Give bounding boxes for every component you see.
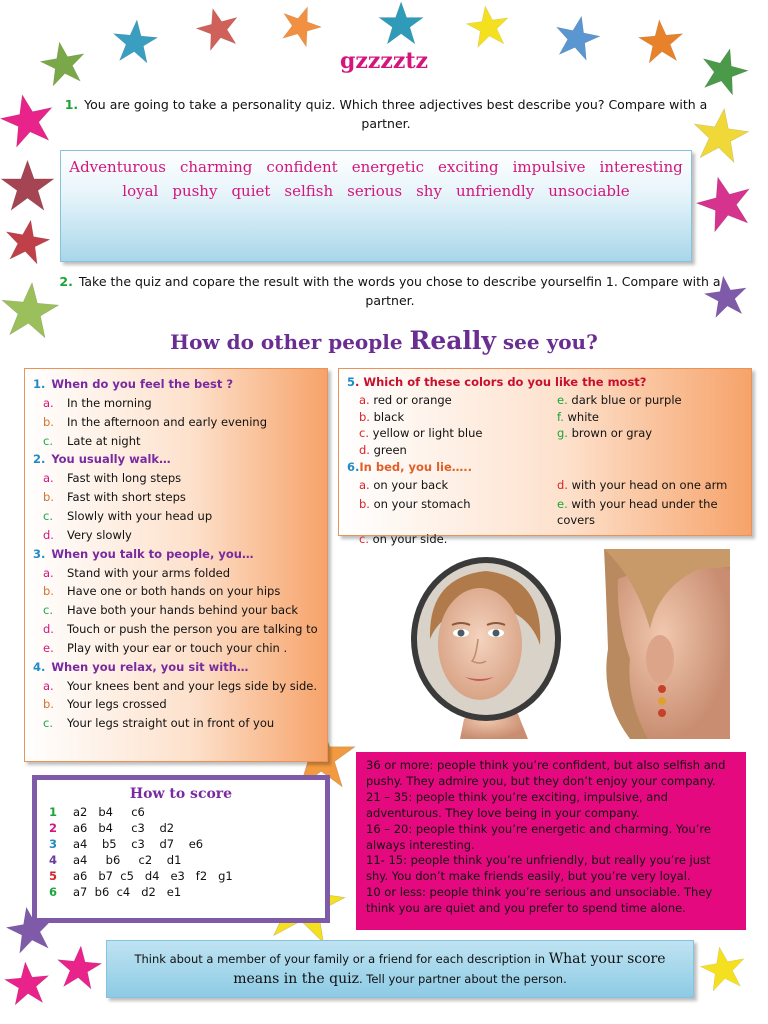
score-values: a6 b7 c5 d4 e3 f2 g1 [73,869,233,883]
adjectives-box [60,150,692,262]
answer-option [33,677,321,696]
answer-option [33,582,321,601]
star-icon [378,0,424,46]
option-letter: g. [557,426,568,440]
adjective: energetic [351,158,424,176]
adjective: loyal [122,182,159,200]
option-text: Fast with long steps [67,471,182,486]
option-letter: b. [359,409,370,424]
score-values: a7 b6 c4 d2 e1 [73,885,182,899]
star-icon [0,214,54,268]
option-letter: a. [43,471,54,486]
option-text: Your legs straight out in front of you [67,716,275,731]
score-values: a4 b6 c2 d1 [73,853,182,867]
instruction-2 [50,272,730,310]
answer-option [33,507,321,526]
adjective: interesting [599,158,683,176]
final-task-emphasis-1: What your score [548,951,666,967]
headline-emphasis: Really [409,326,496,355]
answer-option [33,488,321,507]
option-letter: b. [43,490,54,505]
score-results-box [356,752,746,930]
option-text: Slowly with your head up [67,508,213,523]
option-letter: d. [359,442,370,457]
adjective: unsociable [548,182,630,200]
answer-option [33,714,321,733]
answer-option [557,409,757,426]
question-1 [33,375,321,394]
option-text: dark blue or purple [571,393,682,407]
quiz-headline [0,326,768,355]
option-text: green [373,442,407,457]
option-letter: a. [359,393,370,407]
star-icon [463,1,513,51]
answer-option [33,601,321,620]
question-text: In bed, you lie….. [359,460,472,474]
question-5 [347,373,745,392]
option-letter: b. [43,697,54,712]
answer-option [33,564,321,583]
option-letter: d. [557,478,568,492]
option-letter: b. [43,584,54,599]
option-letter: f. [557,409,564,424]
adjective: Adventurous [69,158,166,176]
option-text: Very slowly [67,527,132,542]
option-letter: d. [43,527,54,542]
option-letter: e. [43,640,54,655]
final-task-box [106,940,694,998]
option-text: Fast with short steps [67,490,186,505]
option-text: yellow or light blue [372,426,483,440]
option-letter: b. [359,496,370,511]
option-letter: a. [359,478,370,492]
answer-option [359,496,557,529]
option-text: In the afternoon and early evening [67,414,267,429]
question-text: When you talk to people, you… [51,546,254,561]
score-question-number: 3 [49,837,58,851]
score-row [47,852,315,868]
instruction-number: 2. [59,274,73,289]
instruction-text: You are going to take a personality quiz. Which three adjectives best describe you? Compare with a partner. [84,97,708,131]
answer-option [33,413,321,432]
option-text: white [567,409,600,424]
star-icon [696,941,750,995]
adjective: pushy [172,182,218,200]
instruction-number: 1. [64,97,79,112]
score-row [47,836,315,852]
option-letter: e. [557,393,568,407]
question-6 [347,458,745,477]
score-row [47,868,315,884]
answer-option [33,469,321,488]
how-to-score-title: How to score [129,786,233,802]
option-letter: a. [43,678,54,693]
woman-mirror-photo [368,549,730,739]
answer-option [557,477,757,494]
option-text: Touch or push the person you are talking to [67,621,318,636]
adjective: exciting [437,158,499,176]
option-letter: c. [43,716,53,731]
star-icon [0,87,60,152]
option-text: with your head on one arm [571,478,728,492]
final-task-text-1: Think about a member of your family or a friend for each description in [134,952,549,966]
answer-option [359,392,557,409]
question-number: 1. [33,377,46,391]
option-text: In the morning [67,396,152,410]
star-icon [690,168,760,238]
answer-option [359,477,557,494]
score-rows [47,804,315,900]
option-text: on your stomach [373,496,471,511]
option-letter: c. [359,426,369,440]
score-result: 10 or less: people think you’re serious and unsociable. They think you are quiet and you prefer to spend time alone. [366,885,713,916]
adjective: impulsive [512,158,586,176]
headline-part-2: see you? [495,330,598,354]
star-icon [2,958,52,1008]
answer-option [359,425,557,442]
question-2 [33,450,321,469]
score-result: 16 – 20: people think you’re energetic and charming. You’re always interesting. [366,821,711,852]
option-text: Your legs crossed [67,697,167,712]
answer-option [33,526,321,545]
adjectives-line-1 [71,155,681,179]
question-number: 4. [33,659,46,674]
instruction-1 [58,95,714,133]
adjective: confident [266,158,338,176]
question-6-options [347,477,745,547]
option-letter: b. [43,414,54,429]
option-text: on your back [373,478,449,492]
star-icon [191,1,245,55]
score-result: 11- 15: people think you’re unfriendly, but really you’re just shy. You don’t make friends easily, but you’re very loyal. [366,853,711,884]
option-text: with your head under the covers [557,496,718,527]
option-text: black [373,409,405,424]
answer-option [557,425,757,442]
answer-option [359,442,557,459]
score-question-number: 1 [49,805,58,819]
question-3 [33,545,321,564]
question-number: 5 [347,375,356,389]
star-icon [274,0,328,52]
question-text: When you relax, you sit with… [51,659,249,674]
adjective: quiet [231,182,271,200]
answer-option [33,432,321,451]
answer-option [33,620,321,639]
question-5-options [347,392,745,458]
option-text: Late at night [67,433,141,448]
page-title: gzzzztz [339,48,428,74]
how-to-score-box [32,775,330,923]
option-letter: c. [43,433,53,448]
option-letter: e. [557,496,568,511]
answer-option [33,639,321,658]
score-question-number: 6 [49,885,58,899]
adjective: serious [347,182,403,200]
answer-option [557,496,757,529]
score-result: 36 or more: people think you’re confident, but also selfish and pushy. They admire you, but they don’t enjoy your company. [366,758,726,788]
score-row [47,820,315,836]
option-letter: c. [43,603,53,618]
instruction-text: Take the quiz and copare the result with the words you chose to describe yourselfin 1. Compare with a partner. [78,274,721,308]
score-question-number: 2 [49,821,58,835]
question-text: You usually walk… [51,452,171,467]
option-text: Stand with your arms folded [67,565,231,580]
score-row [47,804,315,820]
option-letter: c. [43,508,53,523]
answer-option [33,394,321,413]
option-letter: a. [43,396,54,410]
adjectives-line-2 [71,179,681,203]
adjective: shy [416,182,442,200]
headline-part-1: How do other people [170,330,410,354]
option-text: red or orange [373,393,452,407]
score-result: 21 – 35: people think you’re exciting, impulsive, and adventurous. They love being in your company. [366,789,668,820]
question-text: . Which of these colors do you like the most? [355,375,647,389]
question-text: When do you feel the best ? [51,377,234,391]
score-question-number: 4 [49,853,58,867]
option-text: Have one or both hands on your hips [67,584,281,599]
option-letter: d. [43,621,54,636]
option-text: brown or gray [571,426,653,440]
score-question-number: 5 [49,869,58,883]
quiz-questions-1-4 [24,368,328,762]
answer-option [557,392,757,409]
score-values: a6 b4 c3 d2 [73,821,175,835]
answer-option [359,531,557,548]
star-icon [54,942,104,992]
question-4 [33,658,321,677]
question-number: 2. [33,452,46,467]
final-task-text-2: . Tell your partner about the person. [358,972,567,986]
adjective: unfriendly [455,182,535,200]
score-values: a2 b4 c6 [73,805,145,819]
score-row [47,884,315,900]
final-task-emphasis-2: means in the quiz [233,971,359,987]
question-number: 3. [33,546,46,561]
answer-option [359,409,557,426]
score-values: a4 b5 c3 d7 e6 [73,837,204,851]
question-number: 6. [347,460,360,474]
option-letter: a. [43,565,54,580]
star-icon [0,158,55,213]
adjective: selfish [284,182,334,200]
answer-option [33,695,321,714]
option-text: Have both your hands behind your back [67,603,299,618]
quiz-questions-5-6 [338,368,752,546]
option-letter: c. [359,531,369,546]
option-text: Your knees bent and your legs side by side. [67,678,317,693]
option-text: on your side. [372,531,448,546]
option-text: Play with your ear or touch your chin . [67,640,288,655]
adjective: charming [179,158,253,176]
